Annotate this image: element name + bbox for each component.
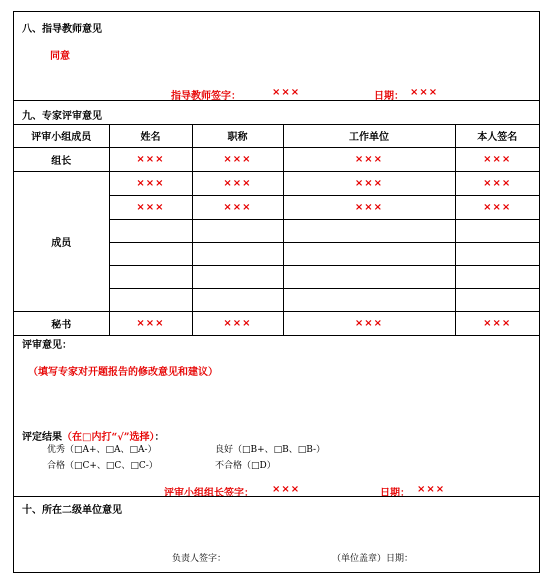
empty-cell bbox=[455, 265, 539, 288]
header-member: 评审小组成员 bbox=[14, 125, 109, 147]
empty-cell bbox=[283, 288, 455, 311]
review-panel-table bbox=[14, 125, 539, 336]
advisor-signature-value: ××× bbox=[272, 87, 301, 98]
cell-mark: ××× bbox=[354, 317, 384, 329]
header-title: 职称 bbox=[192, 125, 283, 147]
cell-mark: ××× bbox=[483, 177, 512, 189]
divider bbox=[14, 100, 539, 101]
cell-mark: ××× bbox=[483, 153, 512, 165]
review-date-label: 日期： bbox=[380, 488, 410, 499]
empty-cell bbox=[192, 265, 283, 288]
review-label: 评审意见： bbox=[22, 340, 72, 351]
review-hint: （填写专家对开题报告的修改意见和建议） bbox=[28, 367, 218, 378]
empty-cell bbox=[455, 242, 539, 265]
table-row bbox=[14, 147, 539, 171]
empty-cell bbox=[283, 265, 455, 288]
advisor-date-value: ××× bbox=[410, 87, 439, 98]
divider bbox=[14, 496, 539, 497]
empty-cell bbox=[283, 242, 455, 265]
header-workplace: 工作单位 bbox=[283, 125, 455, 147]
grade-options-excellent: 优秀（□A+、□A、□A-） bbox=[47, 445, 157, 455]
table-header-row bbox=[14, 125, 539, 147]
leader-signature-label: 评审小组组长签字： bbox=[164, 488, 254, 499]
section10-title: 十、所在二级单位意见 bbox=[22, 505, 122, 516]
advisor-opinion: 同意 bbox=[50, 51, 70, 62]
empty-cell bbox=[109, 219, 192, 242]
cell-mark: ××× bbox=[136, 153, 165, 165]
responsible-signature-label: 负责人签字： bbox=[172, 554, 227, 564]
grade-options-good: 良好（□B+、□B、□B-） bbox=[215, 445, 326, 455]
secretary-label: 秘书 bbox=[14, 311, 109, 335]
cell-mark: ××× bbox=[354, 201, 384, 213]
cell-mark: ××× bbox=[483, 317, 512, 329]
cell-mark: ××× bbox=[136, 201, 165, 213]
empty-cell bbox=[192, 288, 283, 311]
header-name: 姓名 bbox=[109, 125, 192, 147]
cell-mark: ××× bbox=[483, 201, 512, 213]
report-page bbox=[13, 11, 540, 573]
grade-options-pass: 合格（□C+、□C、□C-） bbox=[47, 461, 158, 471]
empty-cell bbox=[455, 288, 539, 311]
cell-mark: ××× bbox=[136, 177, 165, 189]
review-date-value: ××× bbox=[417, 484, 446, 495]
cell-mark: ××× bbox=[223, 201, 252, 213]
section8-title: 八、指导教师意见 bbox=[22, 24, 102, 35]
result-label: 评定结果 bbox=[22, 432, 62, 443]
empty-cell bbox=[109, 288, 192, 311]
empty-cell bbox=[283, 219, 455, 242]
empty-cell bbox=[192, 219, 283, 242]
leader-label: 组长 bbox=[14, 147, 109, 171]
result-colon: ： bbox=[154, 432, 165, 443]
table-row bbox=[14, 171, 539, 195]
header-signature: 本人签名 bbox=[455, 125, 539, 147]
leader-signature-value: ××× bbox=[272, 484, 301, 495]
empty-cell bbox=[109, 242, 192, 265]
advisor-signature-label: 指导教师签字： bbox=[171, 91, 241, 102]
cell-mark: ××× bbox=[354, 177, 384, 189]
section9-title: 九、专家评审意见 bbox=[22, 111, 102, 122]
result-hint: （在□内打“√”选择） bbox=[62, 432, 155, 443]
cell-mark: ××× bbox=[223, 153, 252, 165]
empty-cell bbox=[109, 265, 192, 288]
empty-cell bbox=[455, 219, 539, 242]
cell-mark: ××× bbox=[354, 153, 384, 165]
empty-cell bbox=[192, 242, 283, 265]
grade-options-fail: 不合格（□D） bbox=[215, 461, 276, 471]
cell-mark: ××× bbox=[223, 317, 252, 329]
table-row bbox=[14, 311, 539, 335]
advisor-date-label: 日期： bbox=[374, 91, 404, 102]
cell-mark: ××× bbox=[136, 317, 165, 329]
unit-stamp-date-label: （单位盖章）日期： bbox=[332, 554, 414, 564]
cell-mark: ××× bbox=[223, 177, 252, 189]
members-label: 成员 bbox=[14, 171, 109, 311]
